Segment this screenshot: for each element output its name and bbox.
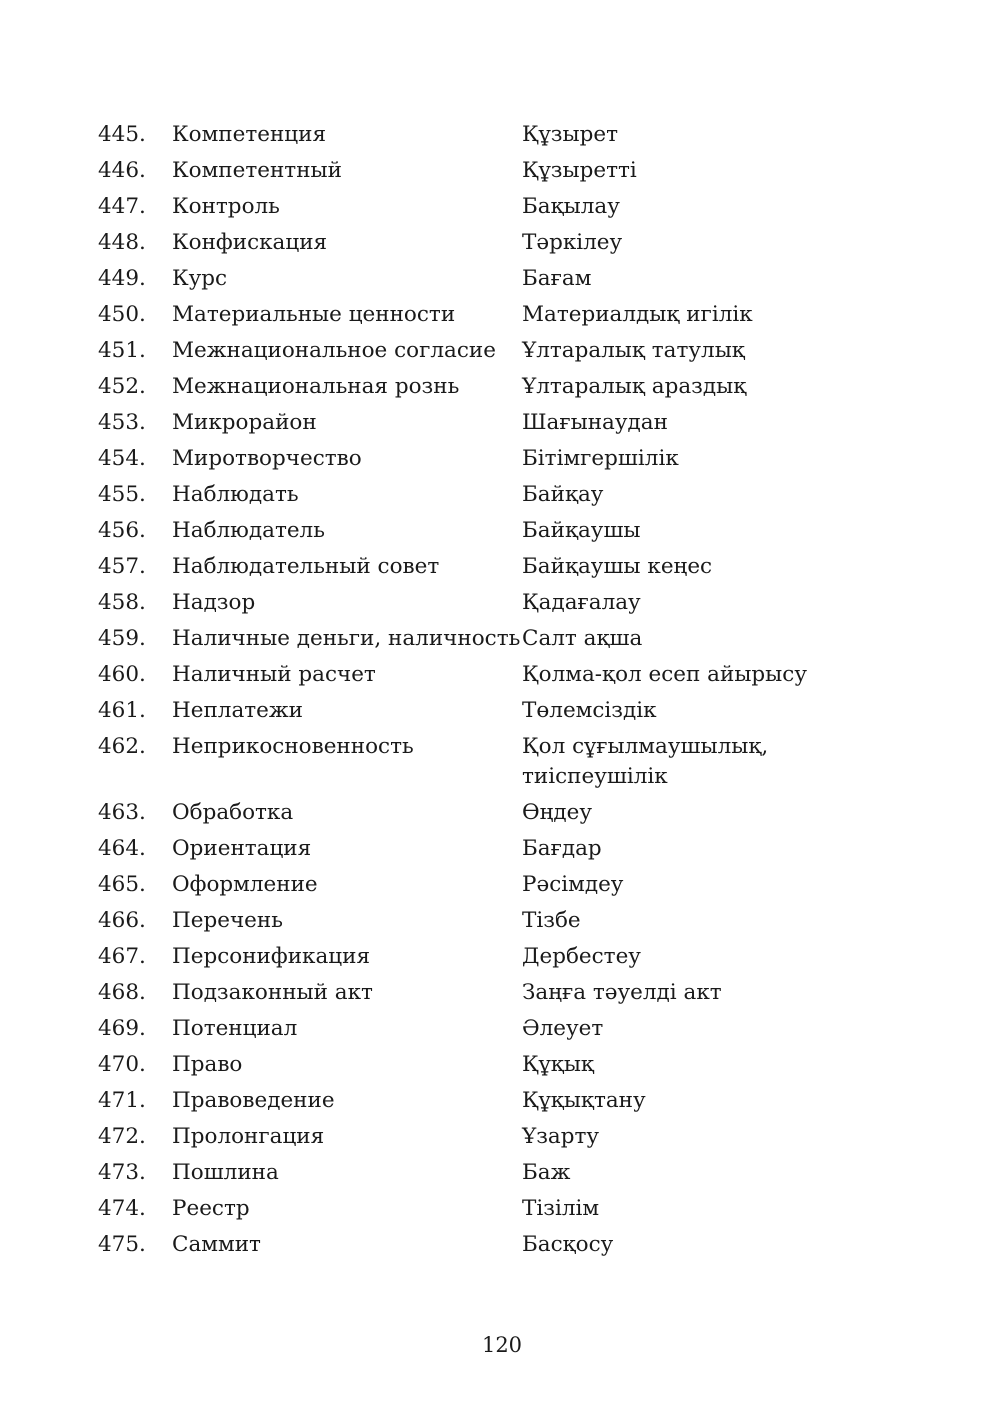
list-item: [0, 696, 1004, 732]
entry-number: 473.: [98, 1160, 146, 1185]
russian-term: Межнациональное согласие: [172, 338, 496, 363]
list-item: [0, 588, 1004, 624]
russian-term: Надзор: [172, 590, 256, 615]
entry-number: 461.: [98, 698, 146, 723]
kazakh-term: Рәсімдеу: [522, 872, 624, 897]
russian-term: Микрорайон: [172, 410, 317, 435]
list-item: [0, 408, 1004, 444]
entry-number: 472.: [98, 1124, 146, 1149]
entry-number: 463.: [98, 800, 146, 825]
kazakh-term: Өңдеу: [522, 800, 593, 825]
kazakh-term: Материалдық игілік: [522, 302, 753, 327]
russian-term: Пошлина: [172, 1160, 279, 1185]
kazakh-term: Байқаушы: [522, 518, 641, 543]
entry-number: 471.: [98, 1088, 146, 1113]
kazakh-term: Байқаушы кеңес: [522, 554, 713, 579]
russian-term: Наблюдатель: [172, 518, 325, 543]
entry-number: 450.: [98, 302, 146, 327]
list-item: [0, 1158, 1004, 1194]
entry-number: 457.: [98, 554, 146, 579]
entry-number: 467.: [98, 944, 146, 969]
entry-number: 445.: [98, 122, 146, 147]
kazakh-term: Қадағалау: [522, 590, 641, 615]
russian-term: Наличный расчет: [172, 662, 376, 687]
kazakh-term: Қол сұғылмаушылық, тиіспеушілік: [522, 734, 769, 789]
entry-number: 466.: [98, 908, 146, 933]
russian-term: Саммит: [172, 1232, 261, 1257]
list-item: [0, 942, 1004, 978]
entry-number: 468.: [98, 980, 146, 1005]
russian-term: Перечень: [172, 908, 283, 933]
kazakh-term: Салт ақша: [522, 626, 643, 651]
entry-number: 447.: [98, 194, 146, 219]
russian-term: Ориентация: [172, 836, 312, 861]
kazakh-term: Бағдар: [522, 836, 602, 861]
russian-term: Межнациональная рознь: [172, 374, 460, 399]
entry-number: 464.: [98, 836, 146, 861]
russian-term: Реестр: [172, 1196, 250, 1221]
glossary-list: [0, 120, 1004, 1266]
kazakh-term: Бағам: [522, 266, 592, 291]
entry-number: 456.: [98, 518, 146, 543]
russian-term: Подзаконный акт: [172, 980, 373, 1005]
russian-term: Потенциал: [172, 1016, 298, 1041]
list-item: [0, 906, 1004, 942]
kazakh-term: Тізбе: [522, 908, 581, 933]
entry-number: 452.: [98, 374, 146, 399]
russian-term: Неплатежи: [172, 698, 304, 723]
list-item: [0, 834, 1004, 870]
list-item: [0, 1086, 1004, 1122]
kazakh-term: Қолма-қол есеп айырысу: [522, 662, 807, 687]
list-item: [0, 516, 1004, 552]
list-item: [0, 156, 1004, 192]
russian-term: Наблюдать: [172, 482, 299, 507]
list-item: [0, 624, 1004, 660]
kazakh-term: Құқықтану: [522, 1088, 646, 1113]
entry-number: 458.: [98, 590, 146, 615]
list-item: [0, 372, 1004, 408]
entry-number: 460.: [98, 662, 146, 687]
list-item: [0, 1050, 1004, 1086]
russian-term: Персонификация: [172, 944, 371, 969]
list-item: [0, 1122, 1004, 1158]
page-number: 120: [481, 1333, 523, 1357]
list-item: [0, 336, 1004, 372]
entry-number: 459.: [98, 626, 146, 651]
kazakh-term: Тәркілеу: [522, 230, 623, 255]
list-item: [0, 228, 1004, 264]
kazakh-term: Құзыретті: [522, 158, 637, 183]
entry-number: 475.: [98, 1232, 146, 1257]
kazakh-term: Дербестеу: [522, 944, 641, 969]
russian-term: Правоведение: [172, 1088, 335, 1113]
list-item: [0, 552, 1004, 588]
kazakh-term: Басқосу: [522, 1232, 614, 1257]
russian-term: Материальные ценности: [172, 302, 456, 327]
entry-number: 465.: [98, 872, 146, 897]
kazakh-term: Заңға тәуелді акт: [522, 980, 722, 1005]
entry-number: 454.: [98, 446, 146, 471]
kazakh-term: Ұзарту: [522, 1124, 600, 1149]
russian-term: Наличные деньги, наличность: [172, 626, 521, 651]
russian-term: Наблюдательный совет: [172, 554, 440, 579]
entry-number: 449.: [98, 266, 146, 291]
list-item: [0, 192, 1004, 228]
kazakh-term: Төлемсіздік: [522, 698, 657, 723]
kazakh-term: Баж: [522, 1160, 571, 1185]
kazakh-term: Ұлтаралық татулық: [522, 338, 745, 363]
entry-number: 470.: [98, 1052, 146, 1077]
kazakh-term: Құзырет: [522, 122, 619, 147]
russian-term: Пролонгация: [172, 1124, 325, 1149]
kazakh-term: Бақылау: [522, 194, 620, 219]
list-item: [0, 444, 1004, 480]
kazakh-term: Ұлтаралық араздық: [522, 374, 747, 399]
russian-term: Конфискация: [172, 230, 328, 255]
kazakh-term: Әлеует: [522, 1016, 604, 1041]
entry-number: 455.: [98, 482, 146, 507]
entry-number: 448.: [98, 230, 146, 255]
list-item: [0, 480, 1004, 516]
russian-term: Компетенция: [172, 122, 327, 147]
kazakh-term: Шағынаудан: [522, 410, 668, 435]
russian-term: Неприкосновенность: [172, 734, 414, 759]
entry-number: 474.: [98, 1196, 146, 1221]
list-item: [0, 870, 1004, 906]
list-item: [0, 798, 1004, 834]
russian-term: Компетентный: [172, 158, 342, 183]
kazakh-term: Байқау: [522, 482, 604, 507]
kazakh-term: Бітімгершілік: [522, 446, 679, 471]
list-item: [0, 120, 1004, 156]
russian-term: Право: [172, 1052, 243, 1077]
entry-number: 453.: [98, 410, 146, 435]
russian-term: Обработка: [172, 800, 294, 825]
russian-term: Оформление: [172, 872, 318, 897]
russian-term: Курс: [172, 266, 228, 291]
list-item: [0, 978, 1004, 1014]
list-item: [0, 264, 1004, 300]
kazakh-term: Құқық: [522, 1052, 594, 1077]
list-item: [0, 300, 1004, 336]
entry-number: 451.: [98, 338, 146, 363]
kazakh-term: Тізілім: [522, 1196, 600, 1221]
russian-term: Контроль: [172, 194, 280, 219]
entry-number: 446.: [98, 158, 146, 183]
list-item: [0, 1230, 1004, 1266]
entry-number: 462.: [98, 734, 146, 759]
list-item: [0, 1194, 1004, 1230]
entry-number: 469.: [98, 1016, 146, 1041]
russian-term: Миротворчество: [172, 446, 362, 471]
list-item: [0, 1014, 1004, 1050]
list-item: [0, 660, 1004, 696]
list-item: [0, 732, 1004, 798]
